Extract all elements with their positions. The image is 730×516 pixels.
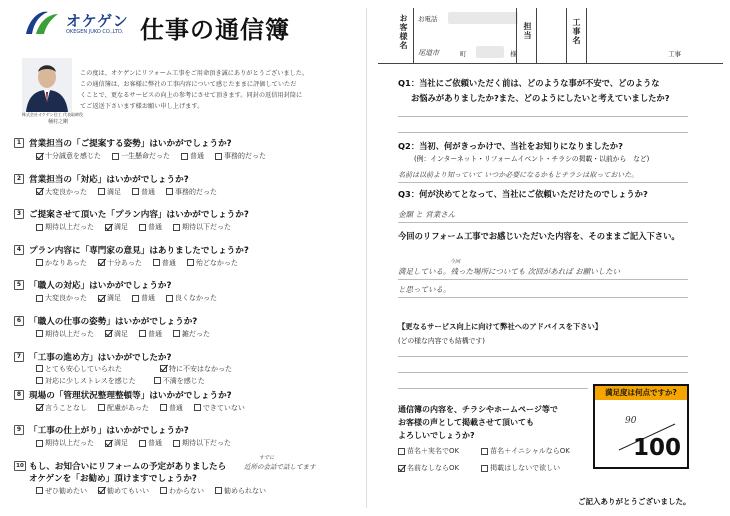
option[interactable] [98,293,121,303]
question-text: 現場の「管理状況整理整頓等」はいかがでしょうか? [29,390,232,401]
question-number: 7 [14,352,24,362]
checkbox[interactable] [187,259,194,266]
question-text: 営業担当の「対応」はいかがでしょうか? [29,174,189,185]
option[interactable] [105,438,128,448]
q2-example: (例：インターネット・リフォームイベント・チラシの掲載・以前から など) [414,155,650,163]
address-city: 尾道市 [418,49,439,57]
option-label: 普通 [168,403,183,412]
option-label: 苗名＋実名でOK [407,447,460,455]
option-label: 不満を感じた [162,376,205,385]
question-number: 10 [14,461,26,471]
score-heading: 満足度は何点ですか? [595,386,687,400]
logo-text: オケゲン [66,12,129,30]
question-4 [14,244,359,280]
publish-options-row2 [398,463,571,473]
question-number: 5 [14,280,24,290]
question-text: もし、お知合いにリフォームの予定がありましたら [29,461,227,472]
checkbox[interactable] [160,487,167,494]
option[interactable] [105,222,128,232]
question-text: 「職人の仕事の姿勢」はいかがでしょうか? [29,316,198,327]
option-label: 期待以下だった [182,223,231,232]
option-label: 普通 [190,152,204,160]
option[interactable] [215,151,266,161]
intro-line: てご返送下さいます様お願い申し上げます。 [80,103,204,110]
option[interactable] [36,293,87,303]
option-label: 満足 [114,329,128,338]
divider [566,8,567,64]
checkbox-checked[interactable] [98,259,105,266]
answer-line [398,222,688,223]
honorific: 様 [510,50,517,58]
option[interactable] [481,463,560,473]
checkbox[interactable] [154,377,161,384]
checkbox-checked[interactable] [36,188,43,195]
checkbox[interactable] [98,188,105,195]
checkbox-checked[interactable] [105,224,112,231]
phone-label: お電話 [418,15,438,23]
option-label: できていない [202,403,245,412]
option[interactable] [173,329,210,339]
option-label: 期待以上だった [45,329,94,338]
checkbox[interactable] [36,259,43,266]
answer-line [398,182,688,183]
ceo-title: 株式会社オケゲン住工 代表取締役 [22,112,83,117]
publish-question: 通信簿の内容を、チラシやホームページ等で [398,405,558,414]
advice-text: 【更なるサービス向上に向けて弊社へのアドバイスを下さい】 [398,322,603,331]
option-label: 十分誠意を感じた [45,152,101,160]
question-2 [14,173,359,209]
question-number: 1 [14,138,24,148]
intro-text [80,68,355,112]
customer-name-label: お客様名 [399,14,408,50]
answer-line [398,132,688,133]
staff-label: 担当 [523,22,532,40]
option-label: 普通 [148,223,162,232]
question-1 [14,137,359,173]
option[interactable] [112,151,170,161]
checkbox-checked[interactable] [36,404,43,411]
ceo-name: 桶村之剛 [48,119,69,125]
answer-line [398,388,588,389]
divider [413,8,414,64]
option[interactable] [173,438,231,448]
question-number: 8 [14,390,24,400]
option[interactable] [194,403,245,413]
option[interactable] [166,187,217,197]
checkbox[interactable] [36,440,43,447]
question-number: 2 [14,174,24,184]
answer-line [398,116,688,117]
checkbox[interactable] [173,330,180,337]
checkbox-checked[interactable] [98,295,105,302]
option[interactable] [98,187,121,197]
option[interactable] [173,222,231,232]
option[interactable] [481,446,570,456]
option-label: 普通 [161,258,176,267]
option[interactable] [36,376,136,386]
intro-line: この通信簿は、お客様に弊社の工事内容について感じたままに評価していただ [80,81,297,88]
checkbox[interactable] [36,365,43,372]
option[interactable] [153,258,176,268]
impression-answer-line2: と思っている。 [398,285,451,294]
option-label: 一生懸命だった [121,152,170,160]
option-label: 満足 [114,223,128,232]
option-label: 大変良かった [45,187,87,196]
q2-text: Q2：当初、何がきっかけで、当社をお知りになりましたか? [398,141,623,151]
question-6 [14,315,359,351]
option-label: 普通 [148,329,162,338]
score-max: 100 [633,435,682,461]
customer-info [378,8,723,64]
question-text: 「職人の対応」はいかがでしょうか? [29,281,172,292]
page-title: 仕事の通信簿 [140,16,290,44]
intro-line: くことで、更なるサービスの向上の参考にさせて頂きます。同封の返信用封筒に [80,92,303,99]
option-label: 事務的だった [175,187,217,196]
handwritten-note-small: すでに [259,454,275,461]
option[interactable] [166,293,217,303]
option[interactable] [139,438,162,448]
question-3 [14,208,359,244]
impression-answer: 満足している。残った場所についても 次回があれば お願いしたい [398,267,621,276]
option-label: 苗名＋イニシャルならOK [490,447,570,455]
q1-text: Q1：当社にご依頼いただく前は、どのような事が不安で、どのような [398,78,660,88]
intro-line: この度は、オケゲンにリフォーム工事をご用命頂き誠にありがとうございました。 [80,70,309,77]
option-label: 期待以下だった [182,439,231,448]
option[interactable] [139,222,162,232]
option-label: わからない [169,486,204,495]
publish-question-line3: よろしいでしょうか? [398,431,475,440]
option-label: ぜひ勧めたい [45,486,87,495]
checkbox[interactable] [194,404,201,411]
option-label: 対応に少しストレスを感じた [45,376,136,385]
publish-question-line2: お客様の声として掲載させて頂いても [398,418,534,427]
thanks-text: ご記入ありがとうございました。 [578,497,691,506]
option[interactable] [98,403,149,413]
option-label: 殆どなかった [195,258,238,267]
q2-answer: 名前は以前より知っていて いつか必要になるかもとチラシは取っておいた。 [398,171,639,179]
question-number: 4 [14,245,24,255]
question-7 [14,351,359,389]
address-redacted [476,46,504,58]
checkbox[interactable] [481,448,488,455]
answer-line [398,356,688,357]
option[interactable] [36,438,94,448]
answer-line [398,372,688,373]
checkbox[interactable] [139,224,146,231]
score-handwritten: 90 [625,416,637,426]
checkbox[interactable] [215,153,222,160]
checkbox[interactable] [36,224,43,231]
option-label: とても安心していられた [45,364,122,373]
option-label: 満足 [107,294,121,303]
divider [536,8,537,64]
satisfaction-score-box [593,384,689,469]
question-text: 営業担当の「ご提案する姿勢」はいかがでしょうか? [29,139,232,149]
checkbox[interactable] [173,224,180,231]
answer-line [398,279,688,280]
option-label: 事務的だった [224,152,266,160]
question-8 [14,389,359,425]
question-number: 9 [14,425,24,435]
option[interactable] [36,486,87,496]
checkbox[interactable] [173,440,180,447]
option-label: かなりあった [45,258,87,267]
divider [586,8,587,64]
checkbox[interactable] [160,404,167,411]
question-10 [14,454,359,496]
option[interactable] [36,403,87,413]
question-number: 6 [14,316,24,326]
checkbox[interactable] [132,295,139,302]
checkbox[interactable] [139,330,146,337]
option[interactable] [36,364,122,374]
checkbox-checked[interactable] [398,465,405,472]
option-label: 言うことなし [45,403,87,412]
question-text-line2: オケゲンを「お勧め」頂けますでしょうか? [29,473,197,484]
checkbox-checked[interactable] [98,487,105,494]
project-suffix: 工事 [668,50,681,58]
checkbox[interactable] [181,153,188,160]
option-label: 配慮があった [107,403,149,412]
checkbox[interactable] [139,440,146,447]
option[interactable] [398,463,459,473]
option-label: 期待以上だった [45,223,94,232]
option[interactable] [160,403,183,413]
checkbox[interactable] [166,188,173,195]
option-label: 満足 [114,439,128,448]
phone-value-redacted [448,12,518,24]
option-label: 満足 [107,187,121,196]
checkbox-checked[interactable] [105,330,112,337]
option-label: 掲載はしないで欲しい [490,464,561,472]
option[interactable] [187,258,238,268]
option-label: 特に不安はなかった [169,364,232,373]
address-town: 町 [460,50,467,58]
publish-options-row1 [398,446,581,456]
option-label: 勧められない [224,486,266,495]
project-label: 工事名 [572,18,581,45]
question-text: プラン内容に「専門家の意見」はありましたでしょうか? [29,245,249,256]
question-text: 「工事の仕上がり」はいかがでしょうか? [29,426,189,437]
option[interactable] [160,486,204,496]
question-text: ご提案させて頂いた「プラン内容」はいかがでしょうか? [29,210,249,221]
option-label: 普通 [148,439,162,448]
q3-text: Q3：何が決めてとなって、当社にご依頼いただけたのでしょうか? [398,189,648,199]
checkbox[interactable] [132,188,139,195]
option[interactable] [139,329,162,339]
divider [516,8,517,64]
checkbox-checked[interactable] [36,153,43,160]
checkbox[interactable] [98,404,105,411]
option[interactable] [36,151,101,161]
option[interactable] [398,446,459,456]
answer-line [398,297,688,298]
option-label: 大変良かった [45,294,87,303]
checkbox[interactable] [36,377,43,384]
option[interactable] [98,486,149,496]
option-label: 勧めてもいい [107,486,149,495]
option-label: 良くなかった [175,294,217,303]
question-5 [14,279,359,315]
checkbox[interactable] [36,295,43,302]
q1-text-line2: お悩みがありましたか?また、どのようにしたいと考えていましたか? [411,93,670,103]
checkbox[interactable] [36,487,43,494]
checkbox[interactable] [481,465,488,472]
ceo-photo [22,58,72,112]
option[interactable] [160,364,232,374]
checkbox[interactable] [36,330,43,337]
question-text: 「工事の進め方」はいかがでしたか? [29,352,172,363]
option[interactable] [132,293,155,303]
option-label: 期待以上だった [45,439,94,448]
option-label: 普通 [141,187,155,196]
checkbox[interactable] [215,487,222,494]
checkbox[interactable] [153,259,160,266]
option[interactable] [105,329,128,339]
checkbox[interactable] [112,153,119,160]
q3-answer: 金額 と 営業さん [398,210,456,219]
divider [366,8,367,508]
option[interactable] [36,222,94,232]
impression-text: 今回のリフォーム工事でお感じいただいた内容を、そのままご記入下さい。 [398,231,680,241]
option[interactable] [36,258,87,268]
rating-questions [14,137,359,495]
option-label: 名前なしならOK [407,464,460,472]
option-label: 普通 [141,294,155,303]
option[interactable] [98,258,142,268]
question-number: 3 [14,209,24,219]
option[interactable] [36,187,87,197]
checkbox[interactable] [166,295,173,302]
checkbox-checked[interactable] [160,365,167,372]
option[interactable] [154,376,205,386]
impression-insert: 今回 [450,259,461,265]
option[interactable] [181,151,204,161]
option[interactable] [36,329,94,339]
handwritten-note: 近所の会話で話してます [244,462,316,471]
checkbox-checked[interactable] [105,440,112,447]
option[interactable] [132,187,155,197]
option[interactable] [215,486,266,496]
option-label: 十分あった [106,258,142,267]
okegen-logo-icon [22,8,62,38]
logo-subtext: OKEGEN JUKO CO.,LTD. [66,29,124,35]
checkbox[interactable] [398,448,405,455]
question-9 [14,424,359,460]
advice-subtext: (どの様な内容でも結構です) [398,337,485,345]
option-label: 雑だった [182,329,210,338]
